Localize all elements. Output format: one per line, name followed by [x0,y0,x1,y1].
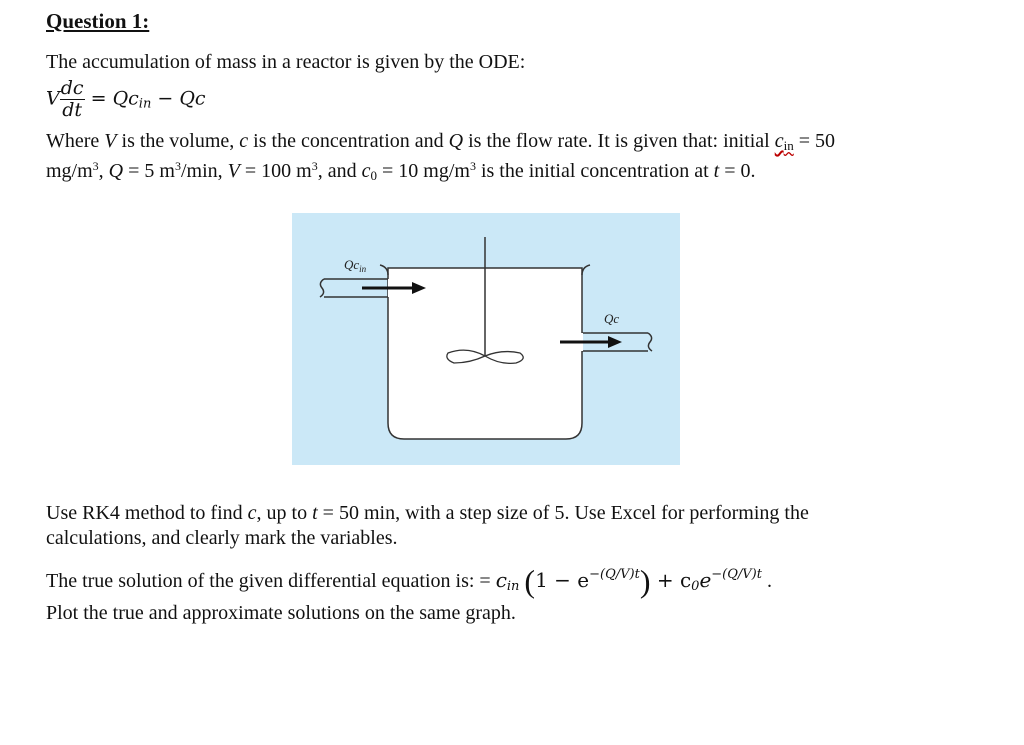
outlet-label: Qc [604,311,620,326]
ode-minus: − [157,87,174,110]
true-solution-text: The true solution of the given differential equation is: = [46,570,496,592]
ode-lhs-var: V [46,87,60,110]
ode-term2: Qc [179,87,206,110]
rk4-line-1: Use RK4 method to find c, up to t = 50 min, with a step size of 5. Use Excel for performing the [46,502,809,524]
intro-text: The accumulation of mass in a reactor is given by the ODE: [46,51,526,73]
ode-frac-num: dc [60,77,84,99]
ode-frac-den: dt [62,99,83,121]
inlet-label: $Qc_{in}$ [344,257,367,274]
plot-instruction: Plot the true and approximate solutions on the same graph. [46,602,516,624]
given-text: $mg/m^3$, Q = 5 $m^3/\min$, V = 100 $m^3$, and $c_0 = 10$ $mg/m^3$ is the initial concentration at t = 0. [46,159,756,183]
reactor-diagram [292,213,680,465]
true-solution: The true solution of the given differential equation is: = $c_{in}$ $(1 - e^{-(Q/V)t}) + c_0e^{-(Q/V)t}$ . [46,563,772,599]
where-text: Where V is the volume, c is the concentration and Q is the flow rate. It is given that: initial $c_{in} = 50$ [46,130,836,153]
ode-equals: = [90,87,107,110]
question-heading: Question 1: [46,9,150,33]
ode-term1-sub: in [138,96,152,112]
rk4-line-2: calculations, and clearly mark the variables. [46,527,398,549]
ode-term1: Qc [112,87,139,110]
ode-equation [46,78,206,121]
ode-fraction [60,78,85,121]
